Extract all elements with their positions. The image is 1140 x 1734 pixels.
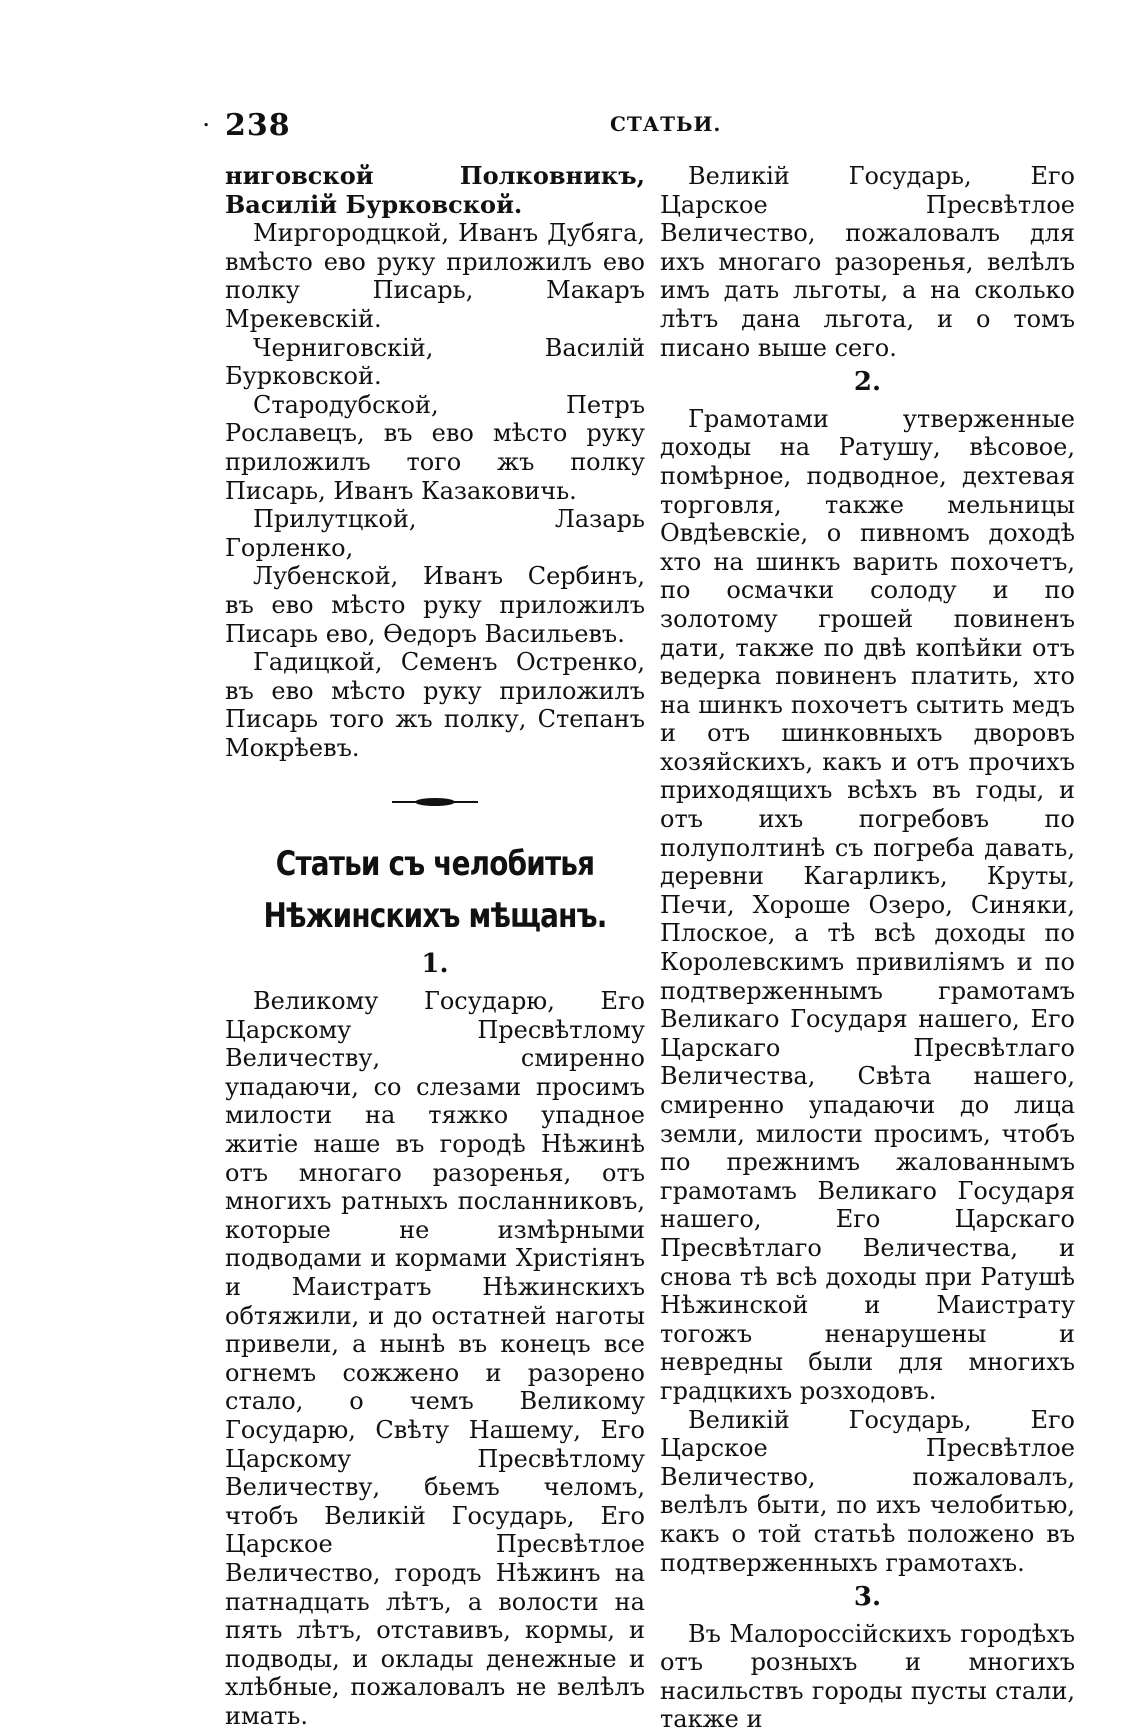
left-paragraph-8: Великому Государю, Его Царскому Пресвѣтлому Величеству, смиренно упадаючи, со слезами просимъ милости на тяжко упадное житіе наше въ городѣ Нѣжинѣ отъ многаго разоренья, отъ многихъ ратныхъ посланниковъ, которые не измѣрными подводами и кормами Христіянъ и Маистратъ Нѣжинскихъ обтяжили, и до остатней наготы привели, а нынѣ въ конецъ все огнемъ сожжено и разорено стало, о чемъ Великому Государю, Свѣту Нашему, Его Царскому Пресвѣтлому Величеству, бьемъ челомъ, чтобъ Великій Государь, Его Царское Пресвѣтлое Величество, городъ Нѣжинъ на патнадцать лѣтъ, а волости на пять лѣтъ, отставивъ, кормы, и подводы, и оклады денежные и хлѣбные, пожаловалъ не велѣлъ имать. (225, 987, 645, 1730)
section-title: Статьи съ челобитья Нѣжинскихъ мѣщанъ. (263, 844, 607, 937)
left-column (225, 162, 645, 1731)
page-number: 238 (225, 108, 291, 143)
right-paragraph-2: Грамотами утверженные доходы на Ратушу, вѣсовое, помѣрное, подводное, дехтевая торговля, также мельницы Овдѣевскіе, о пивномъ доходѣ хто на шинкъ варить похочетъ, по осмачки солоду и по золотому грошей повиненъ дати, также по двѣ копѣйки отъ ведерка повиненъ платить, хто на шинкъ похочетъ сытить медъ и отъ шинковныхъ дворовъ хозяйскихъ, какъ и отъ прочихъ приходящихъ всѣхъ въ годы, и отъ ихъ погребовъ по полуполтинѣ съ погреба давать, деревни Кагарликъ, Круты, Печи, Хороше Озеро, Синяки, Плоское, а тѣ всѣ доходы по Королевскимъ привиліямъ и по подтверженнымъ грамотамъ Великаго Государя нашего, Его Царскаго Пресвѣтлаго Величества, Свѣта нашего, смиренно упадаючи до лица земли, милости просимъ, чтобъ по прежнимъ жалованнымъ грамотамъ Великаго Государя нашего, Его Царскаго Пресвѣтлаго Величества, и снова тѣ всѣ доходы при Ратушѣ Нѣжинской и Маистрату тогожъ ненарушены и невредны были для многихъ градцкихъ розходовъ. (660, 404, 1075, 1405)
running-head: СТАТЬИ. (610, 112, 722, 136)
left-paragraph-2: Миргородцкой, Иванъ Дубяга, вмѣсто ево руку приложилъ ево полку Писарь, Макаръ Мрекевскій. (225, 219, 645, 333)
left-paragraph-1: ниговской Полковникъ, Василій Бурковской. (225, 161, 645, 219)
right-paragraph-3: Великій Государь, Его Царское Пресвѣтлое Величество, пожаловалъ, велѣлъ быти, по ихъ челобитью, какъ о той статьѣ положено въ подтверженныхъ грамотахъ. (660, 1405, 1075, 1577)
ornamental-rule (390, 796, 480, 808)
right-paragraph-1: Великій Государь, Его Царское Пресвѣтлое Величество, пожаловалъ для ихъ многаго разоренья, велѣлъ имъ дать льготы, а на сколько лѣтъ дана льгота, и о томъ писано выше сего. (660, 162, 1075, 362)
section-number-3: 3. (853, 1582, 882, 1613)
right-column (660, 162, 1075, 1734)
margin-dot: . (203, 110, 210, 131)
left-paragraph-6: Лубенской, Иванъ Сербинъ, въ ево мѣсто руку приложилъ Писарь ево, Ѳедоръ Васильевъ. (225, 562, 645, 648)
left-paragraph-4: Стародубской, Петръ Рославецъ, въ ево мѣсто руку приложилъ того жъ полку Писарь, Иванъ Казаковичь. (225, 390, 645, 505)
section-number-1: 1. (421, 949, 449, 980)
left-paragraph-5: Прилутцкой, Лазарь Горленко, (225, 505, 645, 562)
left-paragraph-3: Черниговскій, Василій Бурковской. (225, 333, 645, 391)
left-paragraph-7: Гадицкой, Семенъ Остренко, въ ево мѣсто руку приложилъ Писарь того жъ полку, Степанъ Мокрѣевъ. (225, 648, 645, 762)
right-paragraph-4: Въ Малороссійскихъ городѣхъ отъ розныхъ и многихъ насильствъ городы пусты стали, также и (660, 1619, 1075, 1734)
section-number-2: 2. (853, 367, 882, 398)
